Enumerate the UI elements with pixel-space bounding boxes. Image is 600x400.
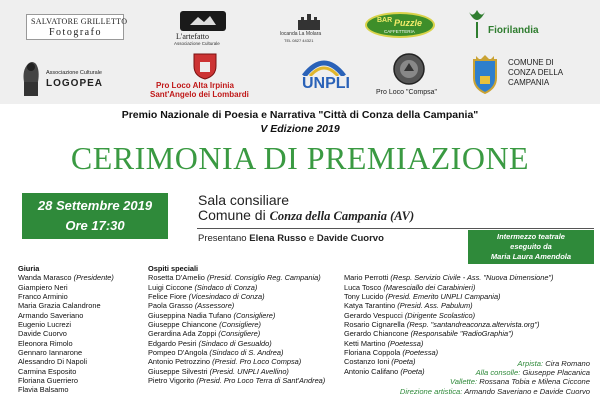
artefatto-sub: Associazione Culturale	[174, 41, 220, 46]
list-item: Paola Grasso (Assessore)	[148, 301, 235, 311]
venue-divider	[197, 228, 594, 229]
comune-line3: CAMPANIA	[508, 78, 550, 87]
list-item: Gerardo Chiancone (Responsabile "RadioGraphia")	[344, 329, 514, 339]
logopea-line1: Associazione Culturale	[46, 70, 102, 76]
venue-line1: Sala consiliare	[198, 192, 290, 208]
list-item: Giuseppe Chiancone (Consigliere)	[148, 320, 261, 330]
proloco-compsa-name: Pro Loco "Compsa"	[376, 89, 437, 96]
list-item: Luigi Ciccone (Sindaco di Conza)	[148, 282, 258, 292]
premio-heading: Premio Nazionale di Poesia e Narrativa "Città di Conza della Campania"	[121, 109, 479, 121]
comune-line2: CONZA DELLA	[508, 68, 564, 77]
list-item: Felice Fiore (Vicesindaco di Conza)	[148, 292, 265, 302]
logopea-line2: LOGOPEA	[46, 78, 104, 89]
list-item: Rosario Cignarella (Resp. "santandreaconza.altervista.org")	[344, 320, 540, 330]
credit-line: Alla consolle: Giuseppe Placanica	[475, 368, 590, 378]
bar-line3: CAFFETTERIA	[384, 29, 415, 34]
list-item: Luca Tosco (Maresciallo dei Carabinieri)	[344, 282, 476, 292]
list-item: Mario Perrotti (Resp. Servizio Civile - Ass. "Nuova Dimensione")	[344, 273, 554, 283]
list-item: Rosetta D'Amelio (Presid. Consiglio Reg. Campania)	[148, 273, 321, 283]
grilletto-line1: SALVATORE GRILLETTO	[31, 17, 128, 26]
list-item: Maria Grazia Calandrone	[18, 301, 101, 311]
edizione-heading: V Edizione 2019	[260, 123, 340, 135]
list-item: Floriana Guerriero	[18, 376, 78, 386]
list-item: Edgardo Pesiri (Sindaco di Gesualdo)	[148, 338, 272, 348]
comune-crest-icon	[468, 54, 502, 94]
venue-prefix: Comune di	[198, 207, 266, 223]
locanda-tel: TEL 0827 44321	[284, 38, 314, 43]
sponsor-logo-proloco-compsa	[372, 52, 452, 100]
list-item: Gennaro Iannarone	[18, 348, 83, 358]
unpli-name: UNPLI	[302, 75, 350, 92]
presenter-1: Elena Russo	[249, 233, 307, 244]
ospiti-list-1	[148, 264, 325, 385]
list-item: Eugenio Lucrezi	[18, 320, 72, 330]
artefatto-emblem-icon	[180, 11, 226, 31]
list-item: Eleonora Rimolo	[18, 338, 73, 348]
proloco-alta-line1: Pro Loco Alta Irpinia	[156, 81, 234, 90]
sponsor-logo-fiorilandia	[464, 8, 584, 48]
credit-line: Direzione artistica: Armando Saveriano e Davide Cuorvo	[399, 386, 590, 396]
list-item: Gerardo Vespucci (Dirigente Scolastico)	[344, 310, 476, 320]
lion-statue-icon	[20, 58, 42, 96]
date-box	[22, 193, 168, 239]
locanda-name: locanda La Molara	[280, 31, 322, 37]
intermezzo-line2: eseguito da	[510, 242, 552, 251]
list-item: Armando Saveriano	[18, 310, 84, 320]
list-item: Floriana Coppola (Poetessa)	[344, 348, 439, 358]
credits	[400, 359, 590, 396]
sponsor-logo-grilletto	[26, 14, 128, 40]
list-item: Antonio Califano (Poeta)	[344, 366, 425, 376]
venue-line2	[198, 207, 414, 224]
proloco-crest-icon	[192, 52, 218, 80]
presentano-prefix: Presentano	[198, 233, 247, 244]
list-item: Pietro Vigorito (Presid. Pro Loco Terra di Sant'Andrea)	[148, 376, 326, 386]
sponsor-logo-bar	[365, 12, 435, 38]
page-title: CERIMONIA DI PREMIAZIONE	[70, 140, 530, 176]
list-item: Costanzo Ioni (Poeta)	[344, 357, 416, 367]
credit-line: Arpista: Cira Romano	[517, 359, 590, 368]
list-item: Giuseppe Silvestri (Presid. UNPLI Avellino)	[148, 366, 289, 376]
sponsor-logo-unpli	[296, 56, 352, 98]
list-item: Carmina Esposito	[18, 366, 77, 376]
giuria-heading: Giuria	[18, 264, 40, 273]
grilletto-line2: Fotografo	[49, 27, 102, 38]
artefatto-name: L'artefatto	[176, 32, 209, 41]
list-item: Giampiero Neri	[18, 282, 68, 292]
event-date: 28 Settembre 2019	[37, 198, 153, 213]
event-time: Ore 17:30	[65, 218, 125, 233]
credit-line: Vallette: Rossana Tobia e Milena Ciccone	[449, 377, 590, 387]
list-item: Gerardina Ada Zoppi (Consigliere)	[148, 329, 261, 339]
intermezzo-box	[468, 230, 594, 264]
list-item: Katya Tarantino (Presid. Ass. Pabulum)	[344, 301, 473, 311]
presentano-and: e	[308, 233, 315, 244]
sponsor-logo-artefatto	[167, 11, 239, 45]
list-item: Giuseppina Nadia Tufano (Consigliere)	[148, 310, 276, 320]
tulip-icon	[464, 8, 490, 38]
list-item: Antonio Petrozzino (Presid. Pro Loco Compsa)	[148, 357, 302, 367]
sponsor-logo-locanda	[270, 12, 350, 46]
list-item: Davide Cuorvo	[18, 329, 67, 339]
list-item: Alessandro Di Napoli	[18, 357, 88, 367]
list-item: Tony Lucido (Presid. Emerito UNPLI Campania)	[344, 292, 501, 302]
list-item: Flavia Balsamo	[18, 385, 69, 395]
list-item: Wanda Marasco (Presidente)	[18, 273, 114, 283]
venue-place: Conza della Campania (AV)	[269, 209, 415, 223]
giuria-list	[18, 264, 114, 395]
sponsor-logo-proloco-alta	[148, 52, 270, 100]
castle-icon	[296, 12, 322, 30]
bar-line2: Puzzle	[394, 18, 423, 28]
unpli-arc-icon	[300, 56, 348, 76]
list-item: Franco Arminio	[18, 292, 68, 302]
sponsor-logo-logopea	[20, 58, 130, 98]
list-item: Pompeo D'Angola (Sindaco di S. Andrea)	[148, 348, 284, 358]
ospiti-heading: Ospiti speciali	[148, 264, 199, 273]
intermezzo-line1: Intermezzo teatrale	[497, 232, 565, 241]
intermezzo-line3: Maria Laura Amendola	[490, 252, 572, 261]
presentano-line	[198, 233, 384, 244]
presenter-2: Davide Cuorvo	[316, 233, 384, 244]
comune-line1: COMUNE DI	[508, 58, 554, 67]
fiorilandia-name: Fiorilandia	[488, 25, 539, 36]
compsa-medallion-icon	[392, 52, 426, 86]
proloco-alta-line2: Sant'Angelo dei Lombardi	[150, 90, 249, 99]
bar-line1: BAR	[377, 17, 393, 24]
list-item: Ketti Martino (Poetessa)	[344, 338, 424, 348]
sponsor-logo-comune	[468, 54, 592, 96]
